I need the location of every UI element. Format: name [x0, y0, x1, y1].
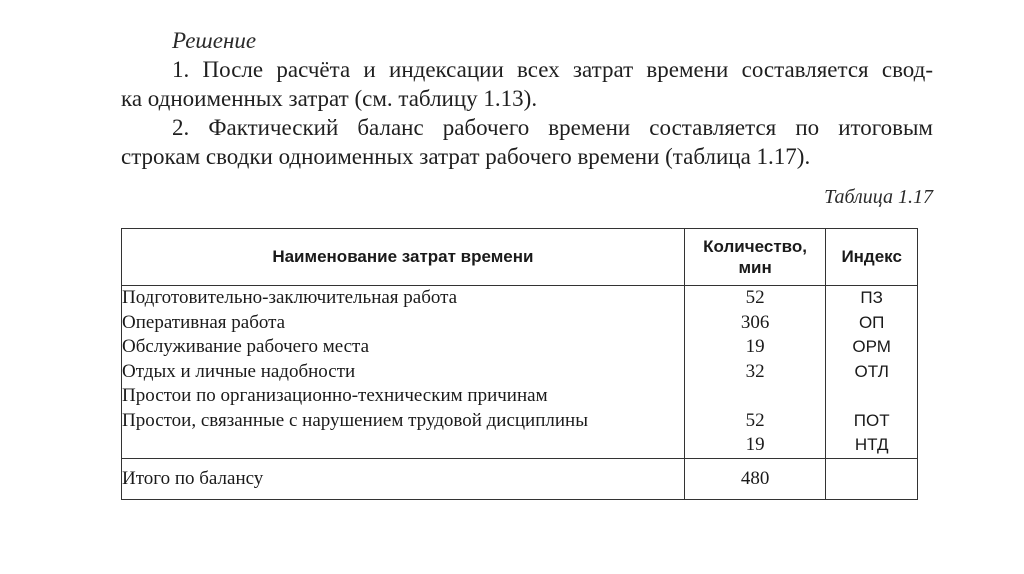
index-column [826, 286, 918, 459]
row-qty-5: 52 [745, 409, 765, 431]
row-index-4: ОТЛ [854, 361, 889, 381]
table-caption: Таблица 1.17 [824, 186, 933, 208]
row-qty-2: 306 [740, 311, 770, 333]
total-label: Итого по балансу [122, 458, 685, 499]
paragraph-2-line-1: 2. Фактический баланс рабочего времени составляется по итоговым [172, 115, 933, 140]
row-name-2: Оперативная работа [122, 311, 286, 333]
names-column [122, 286, 685, 459]
row-index-1: ПЗ [860, 288, 883, 307]
row-index-5: ПОТ [853, 410, 890, 430]
row-qty-6: 19 [745, 434, 765, 455]
table-total-row [122, 458, 918, 499]
row-index-6: НТД [854, 435, 889, 454]
total-index [826, 458, 918, 499]
table-header-row [122, 229, 918, 286]
row-name-6: Простои, связанные с нарушением трудовой дисциплины [122, 409, 588, 431]
row-index-2: ОП [858, 312, 885, 332]
paragraph-1-line-2: ка одноименных затрат (см. таблицу 1.13). [121, 86, 538, 111]
row-qty-3: 19 [745, 336, 765, 357]
table-body-row [122, 286, 918, 459]
quantity-column [684, 286, 826, 459]
total-quantity: 480 [684, 458, 826, 499]
row-index-3: ОРМ [852, 337, 891, 356]
row-qty-1: 52 [745, 287, 765, 308]
header-quantity-line-2: мин [738, 258, 772, 277]
header-name: Наименование затрат времени [122, 229, 685, 286]
header-quantity-line-1: Количество, [703, 237, 807, 256]
row-name-4: Отдых и личные надобности [122, 360, 356, 382]
header-quantity [684, 229, 826, 286]
solution-heading: Решение [172, 28, 257, 53]
time-balance-table [121, 228, 918, 500]
paragraph-2-line-2: строкам сводки одноименных затрат рабочего времени (таблица 1.17). [121, 144, 811, 169]
paragraph-1-line-1: 1. После расчёта и индексации всех затрат времени составляется свод- [172, 57, 933, 82]
row-name-1: Подготовительно-заключительная работа [122, 287, 458, 308]
row-qty-4: 32 [745, 360, 765, 382]
header-index: Индекс [826, 229, 918, 286]
paragraph-2 [121, 113, 933, 171]
row-name-3: Обслуживание рабочего места [122, 336, 370, 357]
paragraph-1 [121, 55, 933, 113]
row-name-5: Простои по организационно-техническим причинам [122, 385, 548, 406]
